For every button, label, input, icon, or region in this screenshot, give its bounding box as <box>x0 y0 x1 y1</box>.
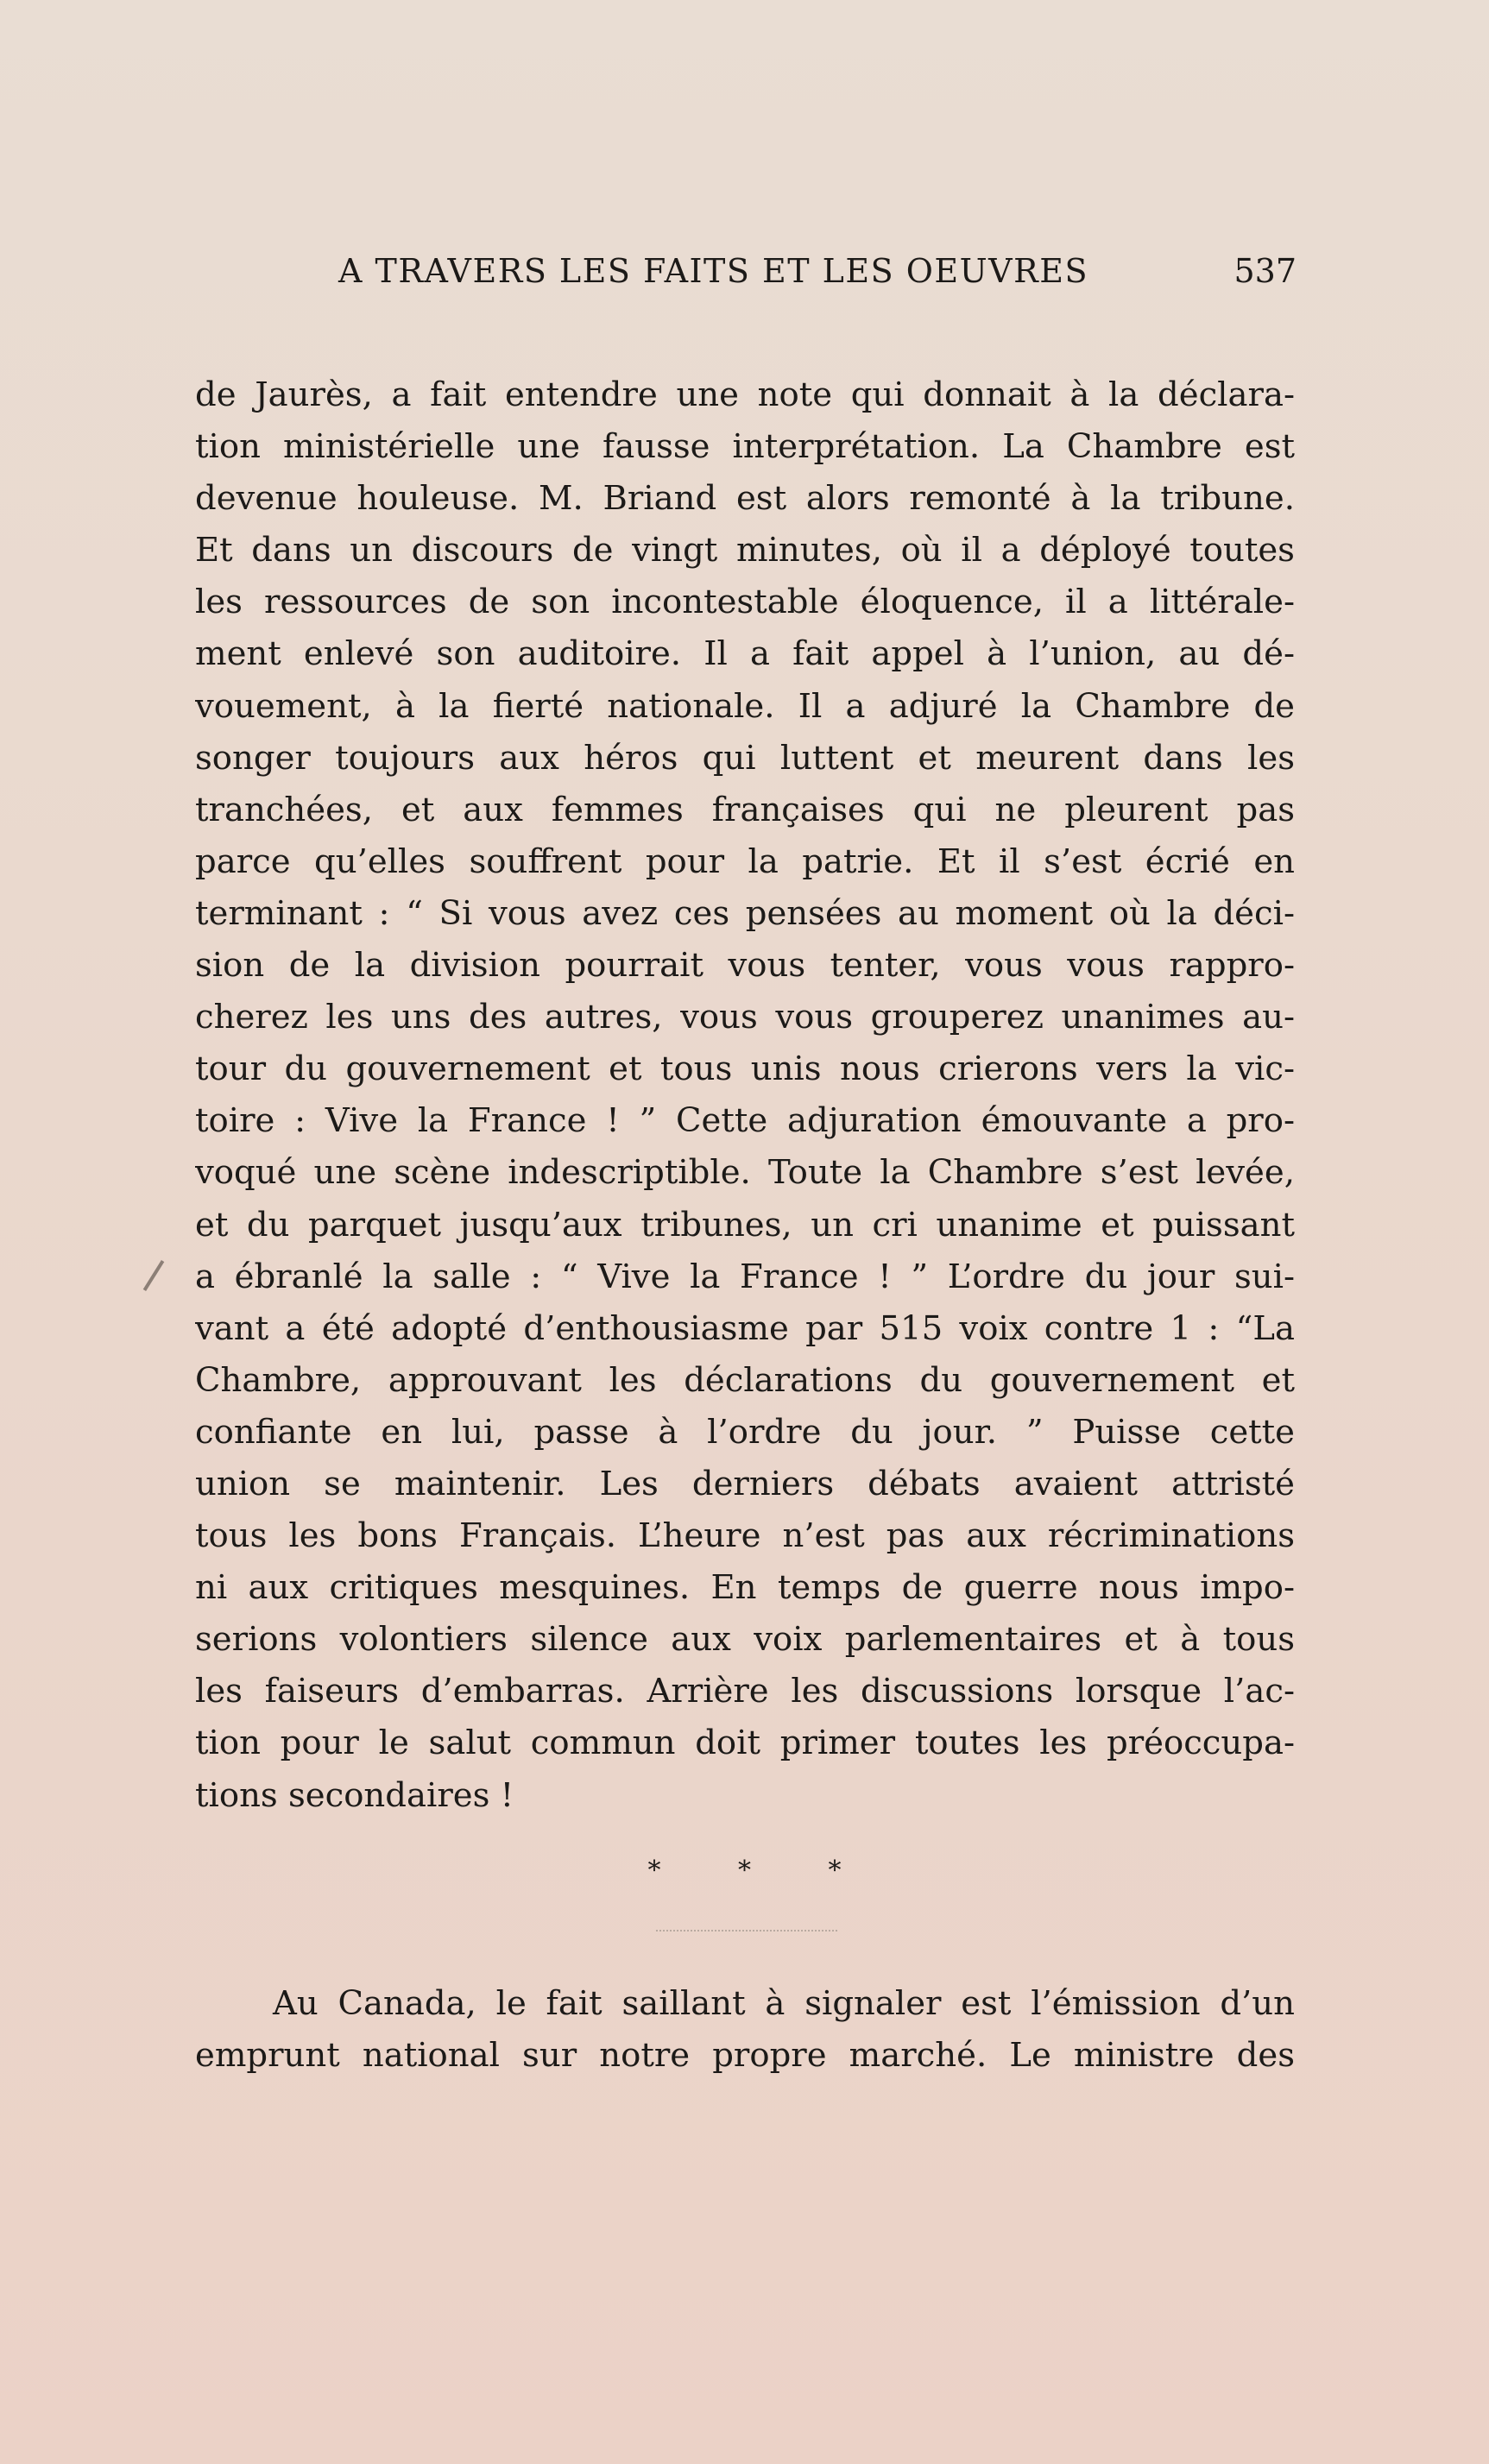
text-line: ni aux critiques mesquines. En temps de guerre nous impo- <box>195 1568 1295 1608</box>
section-break-ornament: * * * <box>647 1856 876 1886</box>
text-line: les ressources de son incontestable éloquence, il a littérale- <box>195 583 1295 622</box>
text-line: de Jaurès, a fait entendre une note qui donnait à la déclara- <box>195 375 1295 414</box>
text-line: tour du gouvernement et tous unis nous crierons vers la vic- <box>195 1049 1295 1089</box>
text-line: toire : Vive la France ! ” Cette adjuration émouvante a pro- <box>195 1101 1295 1141</box>
text-line: voqué une scène indescriptible. Toute la Chambre s’est levée, <box>195 1153 1295 1193</box>
text-line: les faiseurs d’embarras. Arrière les discussions lorsque l’ac- <box>195 1672 1295 1711</box>
running-head <box>192 252 1297 304</box>
text-line: tion pour le salut commun doit primer toutes les préoccupa- <box>195 1724 1295 1763</box>
text-line: tions secondaires ! <box>195 1775 514 1815</box>
text-line: terminant : “ Si vous avez ces pensées au moment où la déci- <box>195 893 1295 933</box>
text-line: union se maintenir. Les derniers débats avaient attristé <box>195 1464 1295 1503</box>
text-line: cherez les uns des autres, vous vous grouperez unanimes au- <box>195 998 1295 1037</box>
text-line: Au Canada, le fait saillant à signaler est l’émission d’un <box>273 1984 1295 2023</box>
text-line: confiante en lui, passe à l’ordre du jour. ” Puisse cette <box>195 1412 1295 1452</box>
running-title: A TRAVERS LES FAITS ET LES OEUVRES <box>338 252 1088 290</box>
text-line: vouement, à la fierté nationale. Il a adjuré la Chambre de <box>195 686 1295 726</box>
text-line: et du parquet jusqu’aux tribunes, un cri unanime et puissant <box>195 1205 1295 1245</box>
text-line: a ébranlé la salle : “ Vive la France ! ” L’ordre du jour sui- <box>195 1257 1295 1296</box>
text-line: Chambre, approuvant les déclarations du gouvernement et <box>195 1360 1295 1400</box>
text-line: Et dans un discours de vingt minutes, où il a déployé toutes <box>195 531 1295 570</box>
pencil-margin-mark <box>143 1260 165 1291</box>
section-divider <box>656 1930 837 1931</box>
text-line: vant a été adopté d’enthousiasme par 515 voix contre 1 : “La <box>195 1308 1295 1348</box>
text-line: songer toujours aux héros qui luttent et meurent dans les <box>195 738 1295 778</box>
text-line: ment enlevé son auditoire. Il a fait appel à l’union, au dé- <box>195 634 1295 674</box>
page-number: 537 <box>1233 252 1297 290</box>
text-line: parce qu’elles souffrent pour la patrie. Et il s’est écrié en <box>195 841 1295 881</box>
text-line: sion de la division pourrait vous tenter, vous vous rappro- <box>195 946 1295 986</box>
text-line: tion ministérielle une fausse interprétation. La Chambre est <box>195 427 1295 467</box>
text-line: emprunt national sur notre propre marché. Le ministre des <box>195 2036 1295 2076</box>
paragraph-2 <box>195 1978 1295 2082</box>
text-line: devenue houleuse. M. Briand est alors remonté à la tribune. <box>195 479 1295 519</box>
paragraph-1 <box>195 369 1295 1822</box>
text-line: serions volontiers silence aux voix parlementaires et à tous <box>195 1620 1295 1660</box>
text-line: tranchées, et aux femmes françaises qui ne pleurent pas <box>195 790 1295 829</box>
text-line: tous les bons Français. L’heure n’est pas aux récriminations <box>195 1516 1295 1556</box>
